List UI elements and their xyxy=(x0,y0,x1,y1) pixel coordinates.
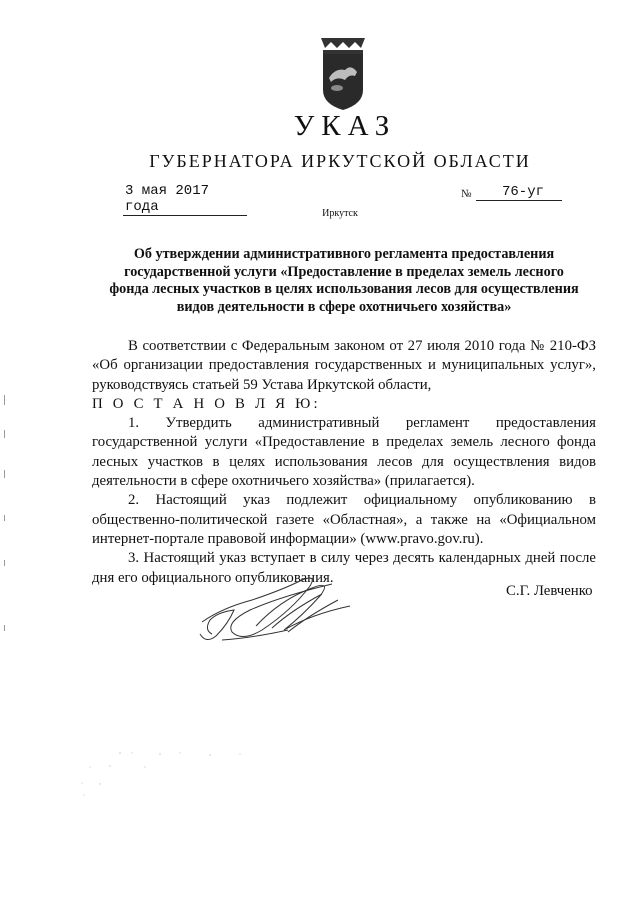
document-subtitle: ГУБЕРНАТОРА ИРКУТСКОЙ ОБЛАСТИ xyxy=(149,151,531,171)
scan-margin-mark xyxy=(4,560,5,566)
handwritten-signature xyxy=(192,570,354,650)
document-heading: Об утверждении административного регламента предоставления государственной услуги «Предоставление в пределах земель лесного фонда лесных участков в целях использования лесов для осуществления видов деятельности в сфере охотничьего хозяйства» xyxy=(109,246,579,315)
document-number: 76-уг xyxy=(476,184,562,201)
scan-margin-mark xyxy=(4,395,5,405)
item-1-paragraph: 1. Утвердить административный регламент предоставления государственной услуги «Предоставление в пределах земель лесного фонда лесных участков в целях использования лесов для осуществления видов деятельности в сфере охотничьего хозяйства» (прилагается). xyxy=(92,415,596,490)
decree-word: П О С Т А Н О В Л Я Ю: xyxy=(92,395,321,412)
document-body xyxy=(92,337,596,588)
document-title: УКАЗ xyxy=(293,110,397,142)
item-2-paragraph: 2. Настоящий указ подлежит официальному опубликованию в общественно-политической газете «Областная», а также на «Официальном интернет-портале правовой информации» (www.pravo.gov.ru). xyxy=(92,492,596,547)
number-sign: № xyxy=(461,188,472,200)
document-city: Иркутск xyxy=(322,208,358,219)
scan-margin-mark xyxy=(4,430,5,438)
coat-of-arms-emblem xyxy=(311,34,375,112)
scan-margin-mark xyxy=(4,470,5,478)
scan-margin-mark xyxy=(4,515,5,521)
preamble-paragraph: В соответствии с Федеральным законом от 27 июля 2010 года № 210-ФЗ «Об организации предоставления государственных и муниципальных услуг», руководствуясь статьей 59 Устава Иркутской области, xyxy=(92,338,596,393)
document-date: 3 мая 2017 года xyxy=(123,183,247,216)
item-3-paragraph: 3. Настоящий указ вступает в силу через десять календарных дней после дня его официального опубликования. xyxy=(92,550,596,586)
scan-noise xyxy=(70,745,270,805)
scan-margin-mark xyxy=(4,625,5,631)
signer-name: С.Г. Левченко xyxy=(506,583,593,599)
